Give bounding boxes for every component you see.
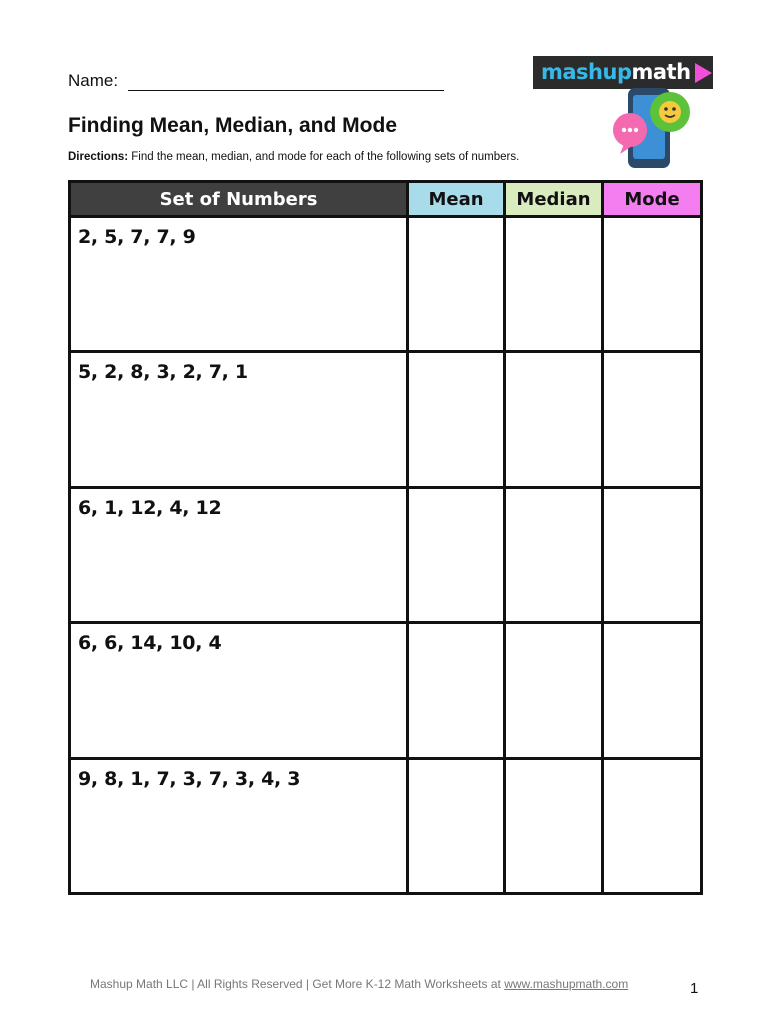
mode-answer-cell[interactable] — [603, 623, 702, 758]
worksheet-table — [68, 180, 703, 895]
name-blank-line — [128, 73, 444, 91]
mean-answer-cell[interactable] — [408, 758, 505, 893]
name-line — [68, 71, 444, 91]
header-mean: Mean — [408, 182, 505, 217]
mean-answer-cell[interactable] — [408, 623, 505, 758]
mode-answer-cell[interactable] — [603, 352, 702, 487]
name-label: Name: — [68, 71, 119, 90]
play-icon — [695, 63, 712, 83]
footer — [90, 977, 628, 991]
median-answer-cell[interactable] — [505, 623, 603, 758]
directions-label: Directions: — [68, 151, 129, 163]
median-answer-cell[interactable] — [505, 217, 603, 352]
number-set-cell: 2, 5, 7, 7, 9 — [70, 217, 408, 352]
logo-wordmark: mashupmath — [541, 60, 691, 84]
number-set-cell: 9, 8, 1, 7, 3, 7, 3, 4, 3 — [70, 758, 408, 893]
median-answer-cell[interactable] — [505, 487, 603, 622]
table-row — [70, 487, 702, 622]
header-mode: Mode — [603, 182, 702, 217]
mean-answer-cell[interactable] — [408, 217, 505, 352]
mode-answer-cell[interactable] — [603, 217, 702, 352]
page-title: Finding Mean, Median, and Mode — [68, 114, 397, 137]
median-answer-cell[interactable] — [505, 758, 603, 893]
number-set-cell: 6, 1, 12, 4, 12 — [70, 487, 408, 622]
footer-link[interactable]: www.mashupmath.com — [504, 977, 629, 991]
header-row — [70, 182, 702, 217]
phone-chat-icon — [610, 84, 700, 172]
table-row — [70, 352, 702, 487]
header-set-of-numbers: Set of Numbers — [70, 182, 408, 217]
mean-answer-cell[interactable] — [408, 352, 505, 487]
directions — [68, 151, 519, 163]
footer-text: Mashup Math LLC | All Rights Reserved | Get More K-12 Math Worksheets at — [90, 977, 505, 991]
header-median: Median — [505, 182, 603, 217]
directions-text: Find the mean, median, and mode for each of the following sets of numbers. — [131, 151, 520, 163]
table-row — [70, 217, 702, 352]
number-set-cell: 5, 2, 8, 3, 2, 7, 1 — [70, 352, 408, 487]
table-row — [70, 758, 702, 893]
median-answer-cell[interactable] — [505, 352, 603, 487]
mode-answer-cell[interactable] — [603, 487, 702, 622]
table-row — [70, 623, 702, 758]
number-set-cell: 6, 6, 14, 10, 4 — [70, 623, 408, 758]
mean-answer-cell[interactable] — [408, 487, 505, 622]
mode-answer-cell[interactable] — [603, 758, 702, 893]
page-number: 1 — [690, 980, 699, 997]
